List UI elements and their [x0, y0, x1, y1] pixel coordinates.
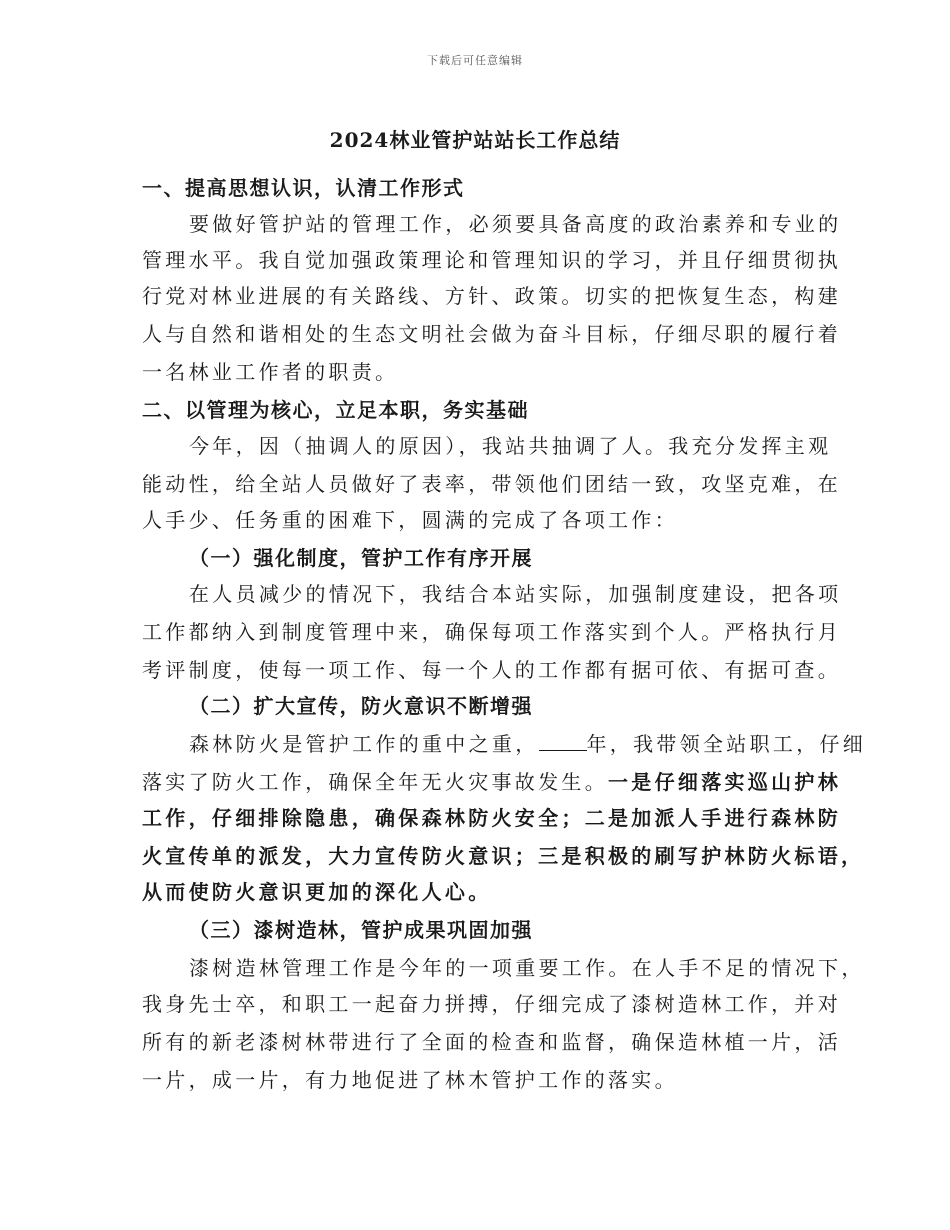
bold-paragraph-line: 工作，仔细排除隐患，确保森林防火安全；二是加派人手进行森林防 — [142, 806, 841, 830]
section-heading-1: 一、提高思想认识，认清工作形式 — [142, 176, 465, 200]
subsection-heading-2: （二）扩大宣传，防火意识不断增强 — [189, 694, 533, 718]
paragraph-line: 所有的新老漆树林带进行了全面的检查和监督，确保造林植一片，活 — [142, 1030, 841, 1054]
paragraph-text: 落实了防火工作，确保全年无火灾事故发生。 — [142, 770, 608, 794]
paragraph-line: 行党对林业进展的有关路线、方针、政策。切实的把恢复生态，构建 — [142, 284, 841, 308]
bold-paragraph-line: 火宣传单的派发，大力宣传防火意识；三是积极的刷写护林防火标语， — [142, 844, 865, 868]
paragraph-line: 考评制度，使每一项工作、每一个人的工作都有据可依、有据可查。 — [142, 658, 841, 682]
bold-text: 一是仔细落实巡山护林 — [608, 770, 841, 794]
paragraph-line — [189, 730, 867, 758]
section-heading-2: 二、以管理为核心，立足本职，务实基础 — [142, 398, 529, 422]
paragraph-line: 人与自然和谐相处的生态文明社会做为奋斗目标，仔细尽职的履行着 — [142, 322, 841, 346]
blank-underline — [539, 732, 587, 751]
paragraph-line: 今年，因（抽调人的原因），我站共抽调了人。我充分发挥主观 — [189, 434, 832, 458]
paragraph-line: 工作都纳入到制度管理中来，确保每项工作落实到个人。严格执行月 — [142, 620, 841, 644]
document-title: 2024林业管护站站长工作总结 — [329, 128, 621, 152]
subsection-heading-3: （三）漆树造林，管护成果巩固加强 — [189, 918, 533, 942]
paragraph-text: 年，我带领全站职工，仔细 — [586, 732, 867, 756]
paragraph-line: 要做好管护站的管理工作，必须要具备高度的政治素养和专业的 — [189, 212, 842, 236]
page-header-note: 下载后可任意编辑 — [427, 54, 523, 67]
paragraph-line: 我身先士卒，和职工一起奋力拼搏，仔细完成了漆树造林工作，并对 — [142, 992, 841, 1016]
paragraph-line: 人手少、任务重的困难下，圆满的完成了各项工作： — [142, 508, 678, 532]
paragraph-line: 漆树造林管理工作是今年的一项重要工作。在人手不足的情况下， — [189, 956, 865, 980]
paragraph-line — [142, 768, 841, 796]
paragraph-line: 在人员减少的情况下，我结合本站实际，加强制度建设，把各项 — [189, 582, 842, 606]
paragraph-text: 森林防火是管护工作的重中之重， — [189, 732, 539, 756]
bold-paragraph-line: 从而使防火意识更加的深化人心。 — [142, 880, 492, 904]
paragraph-line: 一片，成一片，有力地促进了林木管护工作的落实。 — [142, 1068, 678, 1092]
subsection-heading-1: （一）强化制度，管护工作有序开展 — [189, 546, 533, 570]
paragraph-line: 管理水平。我自觉加强政策理论和管理知识的学习，并且仔细贯彻执 — [142, 248, 841, 272]
paragraph-line: 一名林业工作者的职责。 — [142, 360, 399, 384]
paragraph-line: 能动性，给全站人员做好了表率，带领他们团结一致，攻坚克难，在 — [142, 472, 841, 496]
